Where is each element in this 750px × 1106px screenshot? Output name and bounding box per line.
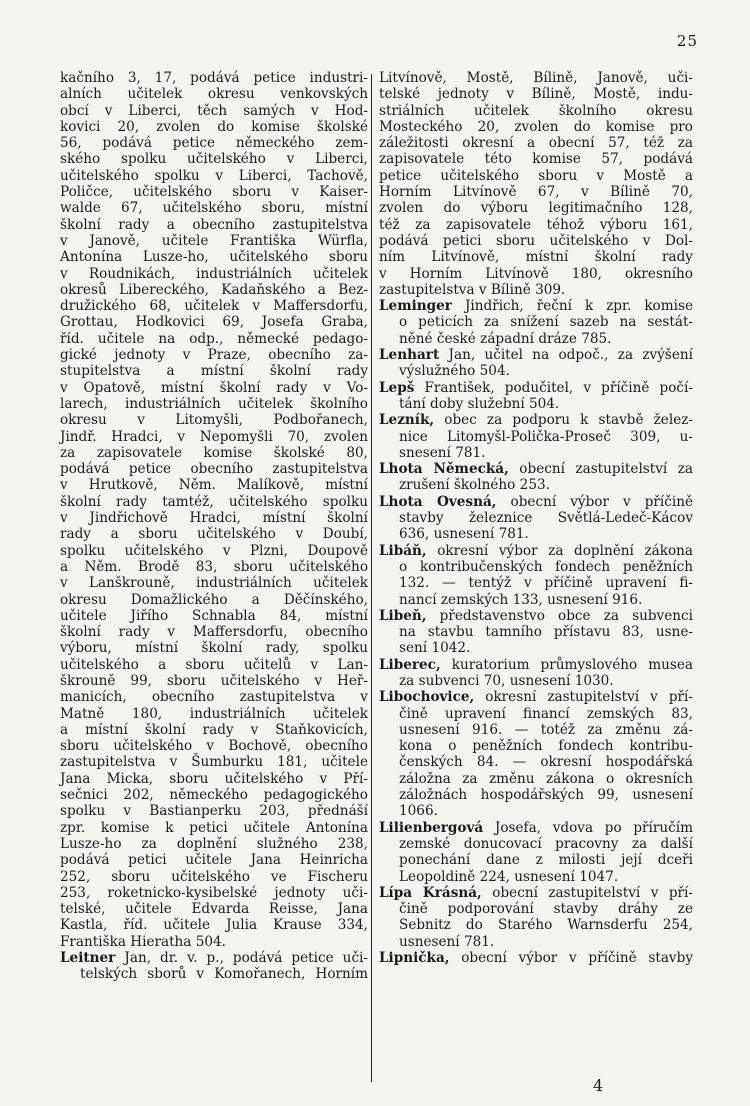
line-text: tání doby služební 504. [399, 395, 560, 412]
text-line [379, 331, 693, 347]
text-line [60, 119, 368, 135]
line-text: výslužného 504. [399, 363, 510, 380]
text-line [379, 151, 693, 167]
line-text: Jindřich, řeční k zpr. komise [451, 298, 693, 315]
text-line [379, 70, 693, 86]
line-text: okresní výbor za doplnění zákona [426, 542, 693, 559]
line-text: striálních učitelek školního okresu [379, 102, 693, 119]
line-text: a Něm. Brodě 83, sboru učitelského [60, 558, 368, 575]
text-line [379, 429, 693, 445]
line-text: sboru učitelského v Bochově, obecního [60, 738, 368, 755]
text-line [60, 249, 368, 265]
text-line [60, 347, 368, 363]
text-line [379, 640, 693, 656]
text-line [60, 282, 368, 298]
line-text: spolku učitelského v Plzni, Doupově [60, 542, 368, 559]
line-text: podává petici učitele Jana Heinricha [60, 852, 368, 869]
line-text: Horním Litvínově 67, v Bílině 70, [379, 184, 693, 201]
entry-heading: Lilienbergová [379, 819, 484, 836]
text-line [379, 624, 693, 640]
line-text: obcí v Liberci, těch samých v Hod- [60, 102, 368, 119]
line-text: obec za podporu k stavbě želez- [434, 412, 693, 429]
text-line [60, 151, 368, 167]
text-line [60, 396, 368, 412]
line-text: říd. učitele na odp., německé pedago- [60, 330, 368, 347]
index-entry-start [379, 689, 693, 705]
text-line [379, 103, 693, 119]
text-line [379, 836, 693, 852]
line-text: učitelského a sboru učitelů v Lan- [60, 656, 368, 673]
text-line [60, 901, 368, 917]
right-column [379, 70, 693, 966]
text-line [379, 901, 693, 917]
line-text: za subvenci 70, usnesení 1030. [399, 672, 614, 689]
entry-heading: Libochovice, [379, 689, 475, 706]
line-text: alních učitelek okresu venkovských [60, 86, 368, 103]
line-text: 252, sboru učitelského ve Fischeru [60, 868, 368, 885]
line-text: Leopoldině 224, usnesení 1047. [399, 868, 619, 885]
text-line [379, 477, 693, 493]
text-line [60, 640, 368, 656]
text-line [379, 282, 693, 298]
line-text: na stavbu tamního přístavu 83, usne- [399, 624, 693, 641]
index-entry-start [379, 543, 693, 559]
text-line [379, 852, 693, 868]
left-column [60, 70, 368, 983]
entry-heading: Libeň, [379, 607, 427, 624]
line-text: Františka Hieratha 504. [60, 933, 226, 950]
text-line [379, 754, 693, 770]
line-text: walde 67, učitelského sboru, místní [60, 200, 368, 217]
text-line [379, 200, 693, 216]
signature-mark: 4 [593, 1076, 604, 1095]
line-text: ním Litvínově, místní školní rady [379, 249, 693, 266]
line-text: výboru, místní školní rady, spolku [60, 640, 368, 657]
line-text: okresu v Litomyšli, Podbořanech, [60, 412, 368, 429]
line-text: čenských 84. — okresní hospodářská [399, 754, 693, 771]
text-line [60, 429, 368, 445]
line-text: 253, roketnicko-kysibelské jednoty uči- [60, 884, 368, 901]
text-line [379, 363, 693, 379]
index-entry-start [379, 885, 693, 901]
index-entry-start [379, 412, 693, 428]
entry-heading: Libáň, [379, 542, 427, 559]
text-line [379, 233, 693, 249]
text-line [60, 184, 368, 200]
line-text: Jindř. Hradci, v Nepomyšli 70, zvolen [60, 428, 368, 445]
line-text: gické jednoty v Praze, obecního za- [60, 347, 368, 364]
line-text: usnesení 916. — totéž za změnu zá- [399, 721, 693, 738]
index-entry-start [379, 820, 693, 836]
line-text: kuratorium průmyslového musea [440, 656, 693, 673]
line-text: Jan, učitel na odpoč., za zvýšení [439, 347, 693, 364]
line-text: larech, industriálních učitelek školního [60, 395, 368, 412]
line-text: manicích, obecního zastupitelstva v [60, 689, 368, 706]
text-line [60, 787, 368, 803]
line-text: zpr. komise k petici učitele Antonína [60, 819, 368, 836]
text-line [60, 445, 368, 461]
text-line [60, 934, 368, 950]
line-text: učitele Jiřího Schnabla 84, místní [60, 607, 368, 624]
entry-heading: Lipnička, [379, 950, 450, 967]
line-text: stavby železnice Světlá-Ledeč-Kácov [399, 510, 693, 527]
index-entry-start [379, 298, 693, 314]
text-line [379, 184, 693, 200]
line-text: okresní zastupitelství v pří- [474, 689, 693, 706]
line-text: Mosteckého 20, zvolen do komise pro [379, 118, 693, 135]
text-line [60, 559, 368, 575]
line-text: též za zapisovatele téhož výboru 161, [379, 216, 693, 233]
text-line [60, 86, 368, 102]
text-line [60, 771, 368, 787]
text-line [379, 314, 693, 330]
text-line [60, 266, 368, 282]
text-line [379, 396, 693, 412]
line-text: ského spolku učitelského v Liberci, [60, 151, 368, 168]
text-line [60, 217, 368, 233]
index-entry-start [379, 608, 693, 624]
text-line [379, 592, 693, 608]
line-text: nancí zemských 133, usnesení 916. [399, 591, 643, 608]
text-line [60, 298, 368, 314]
text-line [60, 820, 368, 836]
line-text: škrouně 99, sboru učitelského v Heř- [60, 672, 368, 689]
line-text: stupitelstva a místní školní rady [60, 363, 368, 380]
text-line [60, 200, 368, 216]
text-line [379, 559, 693, 575]
entry-heading: Lípa Krásná, [379, 884, 482, 901]
line-text: školní rady tamtéž, učitelského spolku [60, 493, 368, 510]
text-line [379, 119, 693, 135]
line-text: zemské donucovací pracovny za další [399, 835, 693, 852]
line-text: Matně 180, industriálních učitelek [60, 705, 368, 722]
line-text: v Horním Litvínově 180, okresního [379, 265, 693, 282]
line-text: usnesení 781. [399, 933, 495, 950]
line-text: kona o peněžních fondech kontribu- [399, 738, 693, 755]
index-entry-start [379, 950, 693, 966]
text-line [60, 722, 368, 738]
index-entry-start [379, 494, 693, 510]
index-entry-start [60, 950, 368, 966]
text-line [60, 754, 368, 770]
text-line [60, 836, 368, 852]
line-text: Sebnitz do Starého Warnsderfu 254, [399, 917, 693, 934]
text-line [60, 510, 368, 526]
index-entry-start [379, 347, 693, 363]
text-line [60, 917, 368, 933]
line-text: kačního 3, 17, podává petice industri- [60, 70, 368, 86]
entry-heading: Lhota Ovesná, [379, 493, 497, 510]
line-text: zvolen do výboru legitimačního 128, [379, 200, 693, 217]
text-line [60, 477, 368, 493]
entry-heading: Leitner [60, 950, 116, 967]
line-text: v Opatově, místní školní rady v Vo- [60, 379, 368, 396]
text-line [60, 966, 368, 982]
line-text: v Janově, učitele Františka Würfla, [60, 232, 368, 249]
text-line [60, 363, 368, 379]
text-line [379, 738, 693, 754]
text-line [379, 706, 693, 722]
line-text: zapisovatele této komise 57, podává [379, 151, 693, 168]
line-text: v Lanškrouně, industriálních učitelek [60, 575, 368, 592]
text-line [379, 445, 693, 461]
line-text: v Jindřichově Hradci, místní školní [60, 510, 368, 527]
line-text: Litvínově, Mostě, Bílině, Janově, uči- [379, 70, 693, 86]
text-line [60, 526, 368, 542]
line-text: Josefa, vdova po příručím [483, 819, 693, 836]
line-text: František, podučitel, v příčině počí- [414, 379, 693, 396]
text-line [60, 803, 368, 819]
text-line [60, 494, 368, 510]
line-text: Jana Micka, sboru učitelského v Pří- [60, 770, 368, 787]
text-line [379, 917, 693, 933]
line-text: snesení 781. [399, 444, 486, 461]
line-text: Grottau, Hodkovici 69, Josefa Graba, [60, 314, 368, 331]
text-line [379, 510, 693, 526]
index-entry-start [379, 380, 693, 396]
line-text: školní rady a obecního zastupitelstva [60, 216, 368, 233]
line-text: v Hrutkově, Něm. Malíkově, místní [60, 477, 368, 494]
line-text: sečnici 202, německého pedagogického [60, 787, 368, 804]
line-text: Kastla, říd. učitele Julia Krause 334, [60, 917, 368, 934]
text-line [60, 461, 368, 477]
text-line [60, 135, 368, 151]
line-text: zrušení školného 253. [399, 477, 550, 494]
line-text: petice učitelského sboru v Mostě a [379, 167, 693, 184]
text-line [379, 803, 693, 819]
text-line [60, 543, 368, 559]
line-text: zastupitelstva v Šumburku 181, učitele [60, 754, 368, 771]
line-text: kovici 20, zvolen do komise školské [60, 118, 368, 135]
text-line [60, 624, 368, 640]
line-text: o kontribučenských fondech peněžních [399, 558, 693, 575]
line-text: v Roudnikách, industriálních učitelek [60, 265, 368, 282]
text-line [60, 592, 368, 608]
text-line [379, 135, 693, 151]
text-line [60, 575, 368, 591]
line-text: obecní zastupitelství za [508, 461, 693, 478]
text-line [60, 657, 368, 673]
line-text: Lusze-ho za doplnění služného 238, [60, 835, 368, 852]
text-line [60, 852, 368, 868]
line-text: obecní výbor v příčině stavby [449, 950, 693, 967]
line-text: Jan, dr. v. p., podává petice uči- [115, 950, 368, 967]
line-text: zastupitelstva v Bílině 309. [379, 281, 566, 298]
text-line [379, 722, 693, 738]
line-text: a místní školní rady v Staňkovicích, [60, 721, 368, 738]
entry-heading: Lhota Německá, [379, 461, 509, 478]
line-text: rady a sboru učitelského v Doubí, [60, 526, 368, 543]
line-text: učitelského spolku v Liberci, Tachově, [60, 167, 368, 184]
text-line [60, 738, 368, 754]
line-text: představenstvo obce za subvenci [426, 607, 693, 624]
text-line [379, 86, 693, 102]
text-line [60, 314, 368, 330]
index-entry-start [379, 657, 693, 673]
line-text: ponechání dane z milosti její dceři [399, 852, 693, 869]
entry-heading: Leminger [379, 298, 452, 315]
text-line [379, 934, 693, 950]
text-line [379, 266, 693, 282]
line-text: záložnách hospodářských 99, usnesení [399, 787, 693, 804]
line-text: nice Litomyšl-Polička-Proseč 309, u- [399, 428, 693, 445]
text-line [379, 869, 693, 885]
text-line [60, 168, 368, 184]
text-line [60, 331, 368, 347]
line-text: obecní výbor v příčině [496, 493, 694, 510]
line-text: okresů Libereckého, Kadaňského a Bez- [60, 281, 368, 298]
text-line [379, 217, 693, 233]
line-text: za zapisovatele komise školské 80, [60, 444, 368, 461]
text-line [60, 706, 368, 722]
text-line [60, 70, 368, 86]
text-line [60, 103, 368, 119]
entry-heading: Lepš [379, 379, 415, 396]
text-line [60, 869, 368, 885]
text-line [60, 233, 368, 249]
line-text: družického 68, učitelek v Maffersdorfu, [60, 298, 368, 315]
column-divider [371, 74, 372, 1082]
line-text: obecní zastupitelství v pří- [481, 884, 693, 901]
line-text: 56, podává petice německého zem- [60, 135, 368, 152]
entry-heading: Lezník, [379, 412, 435, 429]
line-text: telských sborů v Komořanech, Horním [80, 966, 368, 983]
line-text: 636, usnesení 781. [399, 526, 529, 543]
line-text: Antonína Lusze-ho, učitelského sboru [60, 249, 368, 266]
text-line [379, 526, 693, 542]
line-text: telské jednoty v Bílině, Mostě, indu- [379, 86, 693, 103]
text-line [379, 249, 693, 265]
line-text: záložna za změnu zákona o okresních [399, 770, 693, 787]
entry-heading: Liberec, [379, 656, 441, 673]
line-text: 132. — tentýž v příčině upravení fi- [399, 575, 693, 592]
text-line [379, 168, 693, 184]
line-text: záležitosti okresní a obecní 57, též za [379, 135, 693, 152]
line-text: Poličce, učitelského sboru v Kaiser- [60, 184, 368, 201]
text-line [379, 787, 693, 803]
text-line [60, 885, 368, 901]
text-line [60, 608, 368, 624]
line-text: podává petice obecního zastupitelstva [60, 461, 368, 478]
text-line [60, 673, 368, 689]
line-text: spolku v Bastianperku 203, přednáší [60, 803, 368, 820]
line-text: o peticích za snížení sazeb na sestát- [399, 314, 693, 331]
index-entry-start [379, 461, 693, 477]
text-line [379, 575, 693, 591]
text-line [379, 673, 693, 689]
line-text: školní rady v Maffersdorfu, obecního [60, 624, 368, 641]
line-text: čině upravení financí zemských 83, [399, 705, 693, 722]
line-text: sení 1042. [399, 640, 471, 657]
line-text: čině podporování stavby dráhy ze [399, 901, 693, 918]
line-text: něné české západní dráze 785. [399, 330, 612, 347]
page-number: 25 [676, 32, 698, 50]
text-line [379, 771, 693, 787]
text-line [60, 412, 368, 428]
line-text: okresu Domažlického a Děčínského, [60, 591, 368, 608]
text-line [60, 689, 368, 705]
line-text: telské, učitele Edvarda Reisse, Jana [60, 901, 368, 918]
line-text: 1066. [399, 803, 438, 820]
entry-heading: Lenhart [379, 347, 440, 364]
text-line [60, 380, 368, 396]
line-text: podává petici sboru učitelského v Dol- [379, 232, 693, 249]
